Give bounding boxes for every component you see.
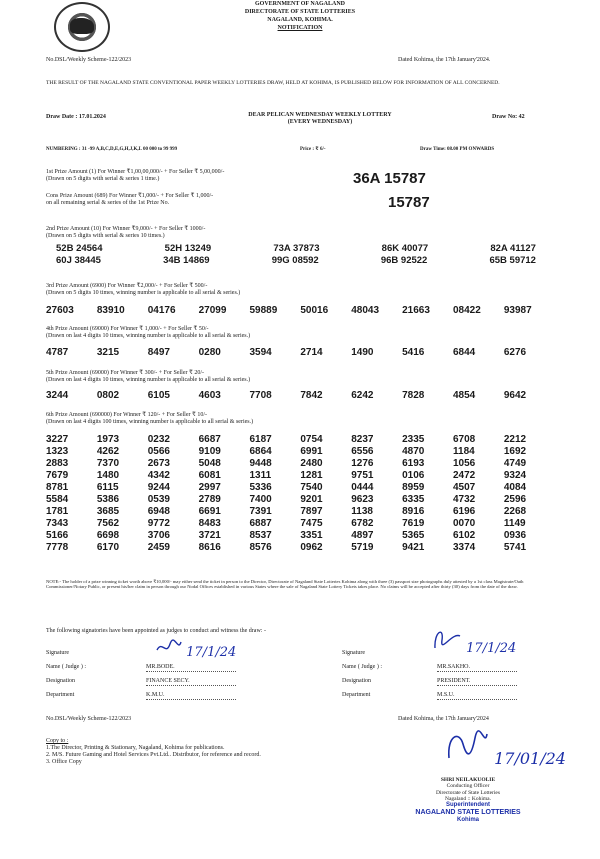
fifth-prize-line1: 5th Prize Amount (69000) For Winner ₹ 300/- + For Seller ₹ 20/-: [46, 370, 204, 376]
sixth-prize-number: 4870: [402, 446, 425, 457]
sixth-prize-number: 6691: [198, 506, 221, 517]
officer-role: Conducting Officer: [446, 783, 490, 790]
sixth-prize-number: 0444: [351, 482, 374, 493]
sixth-prize-number: 2596: [503, 494, 527, 505]
sixth-prize-number: 4262: [96, 446, 120, 457]
fourth-prize-info: [46, 326, 250, 340]
sixth-prize-number: 7475: [300, 518, 323, 529]
officer-name: SHRI NEILAKUOLIE: [440, 777, 496, 783]
stamp-line3: Kohima: [456, 817, 479, 824]
draw-number: Draw No: 42: [492, 114, 525, 120]
judge1-designation: FINANCE SECY.: [146, 678, 236, 686]
fourth-prize-number: 6276: [503, 347, 527, 358]
sixth-prize-number: 6081: [198, 470, 221, 481]
ref-date: Dated Kohima, the 17th January'2024.: [398, 57, 491, 63]
fourth-prize-number: 2714: [300, 347, 323, 358]
sixth-prize-number: 6782: [351, 518, 374, 529]
sixth-prize-number: 5386: [96, 494, 120, 505]
sixth-prize-number: 9201: [300, 494, 323, 505]
sixth-prize-number: 4342: [147, 470, 170, 481]
sixth-prize-number: 2268: [503, 506, 527, 517]
stamp-line1: Superintendent: [445, 802, 490, 809]
third-prize-info: [46, 283, 240, 297]
fifth-prize-number: 7842: [300, 390, 323, 401]
judge1-signature: [156, 638, 236, 661]
sixth-prize-number: 0232: [147, 434, 170, 445]
third-prize-line2: (Drawn on 5 digits 10 times, winning number is applicable to all serial & series.): [46, 289, 241, 296]
sixth-prize-number: 8537: [249, 530, 272, 541]
sixth-prize-number: 3721: [198, 530, 221, 541]
header-line2: DIRECTORATE OF STATE LOTTERIES: [244, 9, 356, 15]
sixth-prize-number: 0539: [147, 494, 170, 505]
sixth-prize-number: 6170: [96, 542, 120, 553]
sixth-prize-row: [46, 482, 546, 494]
intro-text: THE RESULT OF THE NAGALAND STATE CONVENTIONAL PAPER WEEKLY LOTTERIES DRAW, HELD AT KOHIMA, IS PUBLISHED BELOW FOR INFORMATION OF ALL CONCERNED.: [46, 80, 500, 86]
sixth-prize-number: 5584: [46, 494, 69, 505]
second-prize-number: 52B 24564: [56, 243, 103, 254]
ref-number: No.DSL/Weekly Scheme-122/2023: [46, 57, 132, 63]
second-prize-line2: (Drawn on 5 digits with serial & series 10 times.): [46, 232, 165, 239]
sixth-prize-number: 9448: [249, 458, 272, 469]
fourth-prize-number: 8497: [147, 347, 170, 358]
sixth-prize-number: 6187: [249, 434, 272, 445]
cons-prize-line1: Cons Prize Amount (689) For Winner ₹1,000/- + For Seller ₹ 1,000/-: [46, 193, 214, 199]
third-prize-number: 93987: [503, 305, 532, 316]
sixth-prize-number: 5719: [351, 542, 374, 553]
third-prize-number: 08422: [453, 305, 481, 316]
header-line4: NOTIFICATION: [277, 25, 323, 31]
sixth-prize-number: 2212: [503, 434, 527, 445]
sixth-prize-number: 7540: [300, 482, 323, 493]
sixth-prize-number: 4507: [453, 482, 476, 493]
third-prize-number: 50016: [300, 305, 329, 316]
sixth-prize-number: 7391: [249, 506, 272, 517]
third-prize-number: 48043: [351, 305, 380, 316]
cons-prize-number: 15787: [388, 194, 430, 211]
sixth-prize-number: 7400: [249, 494, 272, 505]
second-prize-number: 60J 38445: [56, 255, 101, 266]
sixth-prize-number: 9421: [402, 542, 425, 553]
sixth-prize-number: 4084: [503, 482, 527, 493]
sixth-prize-number: 5048: [198, 458, 221, 469]
footer-ref-date: Dated Kohima, the 17th January'2024: [398, 716, 489, 722]
fourth-prize-line1: 4th Prize Amount (69000) For Winner ₹ 1,000/- + For Seller ₹ 50/-: [46, 326, 209, 332]
sixth-prize-number: 2480: [300, 458, 323, 469]
officer-signature: [445, 728, 566, 768]
sixth-prize-number: 1149: [503, 518, 526, 529]
fifth-prize-number: 7828: [402, 390, 425, 401]
judge2-designation-label: Designation: [342, 678, 371, 684]
fifth-prize-number: 7708: [249, 390, 272, 401]
sixth-prize-number: 4732: [453, 494, 476, 505]
sixth-prize-number: 7778: [46, 542, 69, 553]
sixth-prize-row: [46, 494, 546, 506]
third-prize-line1: 3rd Prize Amount (6900) For Winner ₹2,000/- + For Seller ₹ 500/-: [46, 283, 208, 289]
sixth-prize-number: 7679: [46, 470, 69, 481]
sixth-prize-number: 7619: [402, 518, 425, 529]
sixth-prize-number: 2335: [402, 434, 425, 445]
sixth-prize-number: 8916: [402, 506, 425, 517]
sixth-prize-number: 5741: [503, 542, 527, 553]
sixth-prize-row: [46, 446, 546, 458]
fifth-prize-number: 6242: [351, 390, 374, 401]
cons-prize-info: [46, 193, 213, 207]
second-prize-number: 82A 41127: [490, 243, 536, 254]
fifth-prize-number: 3244: [46, 390, 69, 401]
sixth-prize-number: 8781: [46, 482, 69, 493]
sixth-prize-number: 6864: [249, 446, 272, 457]
sixth-prize-number: 4897: [351, 530, 374, 541]
fifth-prize-number: 0802: [96, 390, 120, 401]
sixth-prize-number: 5336: [249, 482, 272, 493]
sixth-prize-number: 6102: [453, 530, 476, 541]
fourth-prize-number: 0280: [198, 347, 221, 358]
judge1-department-label: Department: [46, 692, 75, 698]
sixth-prize-row: [46, 434, 546, 446]
sixth-prize-number: 8237: [351, 434, 374, 445]
sixth-prize-row: [46, 506, 546, 518]
document-header: [170, 1, 430, 33]
sixth-prize-number: 8959: [402, 482, 425, 493]
judge1-signature-scribble: [156, 638, 182, 656]
sixth-prize-number: 1692: [503, 446, 527, 457]
sixth-prize-number: 1311: [249, 470, 272, 481]
second-prize-number: 34B 14869: [163, 255, 210, 266]
sixth-prize-row: [46, 470, 546, 482]
stamp-line2: NAGALAND STATE LOTTERIES: [415, 809, 521, 817]
fifth-prize-info: [46, 370, 250, 384]
sixth-prize-number: 3227: [46, 434, 69, 445]
judge1-designation-label: Designation: [46, 678, 75, 684]
sixth-prize-number: 2472: [453, 470, 476, 481]
sixth-prize-number: 2459: [147, 542, 170, 553]
officer-org2: Nagaland :: Kohima.: [445, 795, 491, 802]
numbering: NUMBERING : 31 -99 A,B,C,D,E,G,H,J,K,L 00 000 to 99 999: [46, 147, 178, 152]
sixth-prize-number: 9772: [147, 518, 170, 529]
third-prize-number: 04176: [147, 305, 176, 316]
sixth-prize-number: 6698: [96, 530, 120, 541]
second-prize-numbers: [56, 244, 536, 268]
judge2-signature-label: Signature: [342, 650, 365, 656]
third-prize-number: 59889: [249, 305, 278, 316]
fourth-prize-numbers: [46, 347, 546, 359]
fourth-prize-number: 4787: [46, 347, 69, 358]
sixth-prize-number: 9324: [503, 470, 527, 481]
first-prize-info: [46, 169, 224, 183]
sixth-prize-number: 1276: [351, 458, 374, 469]
claim-note: NOTE:- The holder of a prize winning ticket worth above ₹10,000/- may either send the ticket in person to the Director, Directorate of Nagaland State Lotteries Kohima along with three (3) passport size photographs duly attested by a 1st class Magistrate/Oath Commissioner/Notary Public, or present his/her claim in person through our Nodal Offices established in various States where the sale of Nagaland State Lottery Tickets takes place. No claims will be accepted after thirty (30) days from the date of the draw.: [46, 579, 524, 590]
third-prize-number: 83910: [96, 305, 125, 316]
sixth-prize-number: 1973: [96, 434, 120, 445]
sixth-prize-number: 5166: [46, 530, 69, 541]
sixth-prize-number: 0754: [300, 434, 323, 445]
sixth-prize-number: 6991: [300, 446, 323, 457]
second-prize-number: 52H 13249: [164, 243, 212, 254]
sixth-prize-line1: 6th Prize Amount (690000) For Winner ₹ 120/- + For Seller ₹ 10/-: [46, 412, 207, 418]
fifth-prize-line2: (Drawn on last 4 digits 10 times, winning number is applicable to all serial & series.): [46, 376, 251, 383]
sixth-prize-row: [46, 518, 546, 530]
sixth-prize-number: 5365: [402, 530, 425, 541]
sixth-prize-number: 7343: [46, 518, 69, 529]
lottery-title-line1: DEAR PELICAN WEDNESDAY WEEKLY LOTTERY: [248, 112, 392, 118]
fourth-prize-number: 3215: [96, 347, 120, 358]
sixth-prize-number: 9109: [198, 446, 221, 457]
second-prize-number: 96B 92522: [380, 255, 428, 266]
second-prize-number: 73A 37873: [273, 243, 320, 254]
first-prize-number: 36A 15787: [353, 170, 426, 187]
judge2-signature-scribble: [432, 626, 462, 652]
third-prize-number: 27099: [198, 305, 227, 316]
sixth-prize-row: [46, 458, 546, 470]
judge2-signature: [432, 626, 516, 657]
judge2-department-label: Department: [342, 692, 371, 698]
fourth-prize-number: 6844: [453, 347, 476, 358]
sixth-prize-number: 4749: [503, 458, 527, 469]
judge2-block: [342, 641, 562, 706]
second-prize-number: 65B 59712: [489, 255, 536, 266]
sixth-prize-number: 6115: [96, 482, 119, 493]
sixth-prize-number: 6335: [402, 494, 425, 505]
sixth-prize-number: 9751: [351, 470, 374, 481]
lottery-title-line2: (EVERY WEDNESDAY): [287, 118, 353, 125]
fifth-prize-number: 6105: [147, 390, 170, 401]
second-prize-number: 99G 08592: [271, 255, 319, 266]
sixth-prize-row: [46, 542, 546, 554]
judge2-designation: PRESIDENT.: [437, 678, 517, 686]
sixth-prize-number: 0106: [402, 470, 425, 481]
sixth-prize-number: 9244: [147, 482, 170, 493]
sixth-prize-number: 1781: [46, 506, 69, 517]
first-prize-line2: (Drawn on 5 digits with serial & series 1 time.): [46, 175, 160, 182]
second-prize-line1: 2nd Prize Amount (10) For Winner ₹9,000/- + For Seller ₹ 1000/-: [46, 226, 206, 232]
fourth-prize-number: 3594: [249, 347, 272, 358]
sixth-prize-number: 0566: [147, 446, 170, 457]
header-line3: NAGALAND, KOHIMA.: [267, 17, 333, 23]
fourth-prize-number: 5416: [402, 347, 425, 358]
sixth-prize-number: 8483: [198, 518, 221, 529]
fifth-prize-number: 4603: [198, 390, 221, 401]
judge1-block: [46, 645, 286, 706]
footer-ref-number: No.DSL/Weekly Scheme-122/2023: [46, 716, 132, 722]
sixth-prize-number: 1056: [453, 458, 476, 469]
judge2-name-label: Name ( Judge ) :: [342, 664, 382, 670]
officer-signature-date: 17/01/24: [494, 749, 566, 768]
second-prize-info: [46, 226, 205, 240]
fourth-prize-line2: (Drawn on last 4 digits 10 times, winning number is applicable to all serial & series.): [46, 332, 251, 339]
fourth-prize-number: 1490: [351, 347, 374, 358]
sixth-prize-grid: [46, 434, 546, 554]
judge1-signature-label: Signature: [46, 650, 69, 656]
copy-to-item: 3. Office Copy: [46, 758, 82, 765]
sixth-prize-number: 2673: [147, 458, 170, 469]
third-prize-number: 21663: [402, 305, 430, 316]
copy-to-item: 1.The Director, Printing & Stationary, Nagaland, Kohima for publications.: [46, 744, 225, 751]
sixth-prize-number: 1184: [453, 446, 475, 457]
officer-org1: Directorate of State Lotteries: [436, 789, 500, 796]
draw-date: Draw Date : 17.01.2024: [46, 114, 106, 120]
sixth-prize-number: 6887: [249, 518, 272, 529]
judge2-department: M.S.U.: [437, 692, 517, 700]
sixth-prize-number: 0962: [300, 542, 323, 553]
sixth-prize-number: 6687: [198, 434, 221, 445]
sixth-prize-number: 6193: [402, 458, 425, 469]
sixth-prize-line2: (Drawn on last 4 digits 100 times, winning number is applicable to all serial & series.): [46, 418, 254, 425]
sixth-prize-number: 0070: [453, 518, 476, 529]
sixth-prize-number: 2883: [46, 458, 69, 469]
fifth-prize-number: 9642: [503, 390, 527, 401]
third-prize-number: 27603: [46, 305, 74, 316]
officer-block: [398, 777, 538, 824]
government-seal: [54, 2, 110, 52]
lottery-title: [190, 112, 450, 126]
first-prize-line1: 1st Prize Amount (1) For Winner ₹1,00,00,000/- + For Seller ₹ 5,00,000/-: [46, 169, 225, 175]
sixth-prize-number: 6708: [453, 434, 476, 445]
sixth-prize-number: 6948: [147, 506, 170, 517]
sixth-prize-number: 3685: [96, 506, 120, 517]
sixth-prize-number: 6556: [351, 446, 374, 457]
sixth-prize-info: [46, 412, 253, 426]
fifth-prize-numbers: [46, 390, 546, 402]
draw-time: Draw Time: 08.00 PM ONWARDS: [420, 147, 495, 152]
sixth-prize-number: 1480: [96, 470, 120, 481]
sixth-prize-number: 3374: [453, 542, 476, 553]
judges-intro: The following signatories have been appointed as judges to conduct and witness the draw: -: [46, 628, 266, 634]
third-prize-numbers: [46, 305, 546, 317]
sixth-prize-number: 7370: [96, 458, 120, 469]
judge2-name: MR.SAKHO.: [437, 664, 517, 672]
sixth-prize-number: 1138: [351, 506, 373, 517]
header-line1: GOVERNMENT OF NAGALAND: [254, 1, 345, 7]
sixth-prize-number: 9623: [351, 494, 374, 505]
sixth-prize-number: 3706: [147, 530, 170, 541]
copy-to-title: Copy to :: [46, 738, 69, 744]
sixth-prize-number: 2789: [198, 494, 221, 505]
sixth-prize-number: 7562: [96, 518, 120, 529]
cons-prize-line2: on all remaining serial & series of the 1st Prize No.: [46, 199, 170, 206]
officer-signature-scribble: [445, 728, 489, 764]
sixth-prize-number: 6196: [453, 506, 476, 517]
sixth-prize-number: 2997: [198, 482, 221, 493]
sixth-prize-number: 1323: [46, 446, 69, 457]
ticket-price: Price : ₹ 6/-: [300, 147, 326, 152]
copy-to-block: [46, 738, 376, 766]
sixth-prize-number: 8576: [249, 542, 272, 553]
sixth-prize-number: 8616: [198, 542, 221, 553]
judge2-signature-date: 17/1/24: [466, 641, 517, 656]
judge1-name-label: Name ( Judge ) :: [46, 664, 86, 670]
sixth-prize-number: 3351: [300, 530, 323, 541]
judge1-name: MR.BODE.: [146, 664, 236, 672]
fifth-prize-number: 4854: [453, 390, 476, 401]
judge1-department: K.M.U.: [146, 692, 236, 700]
sixth-prize-row: [46, 530, 546, 542]
copy-to-item: 2. M/S. Future Gaming and Hotel Services Pvt.Ltd.. Distributor, for reference and record.: [46, 751, 261, 758]
judge1-signature-date: 17/1/24: [186, 645, 237, 660]
second-prize-number: 86K 40077: [381, 243, 429, 254]
sixth-prize-number: 1281: [300, 470, 323, 481]
sixth-prize-number: 0936: [503, 530, 527, 541]
sixth-prize-number: 7897: [300, 506, 323, 517]
